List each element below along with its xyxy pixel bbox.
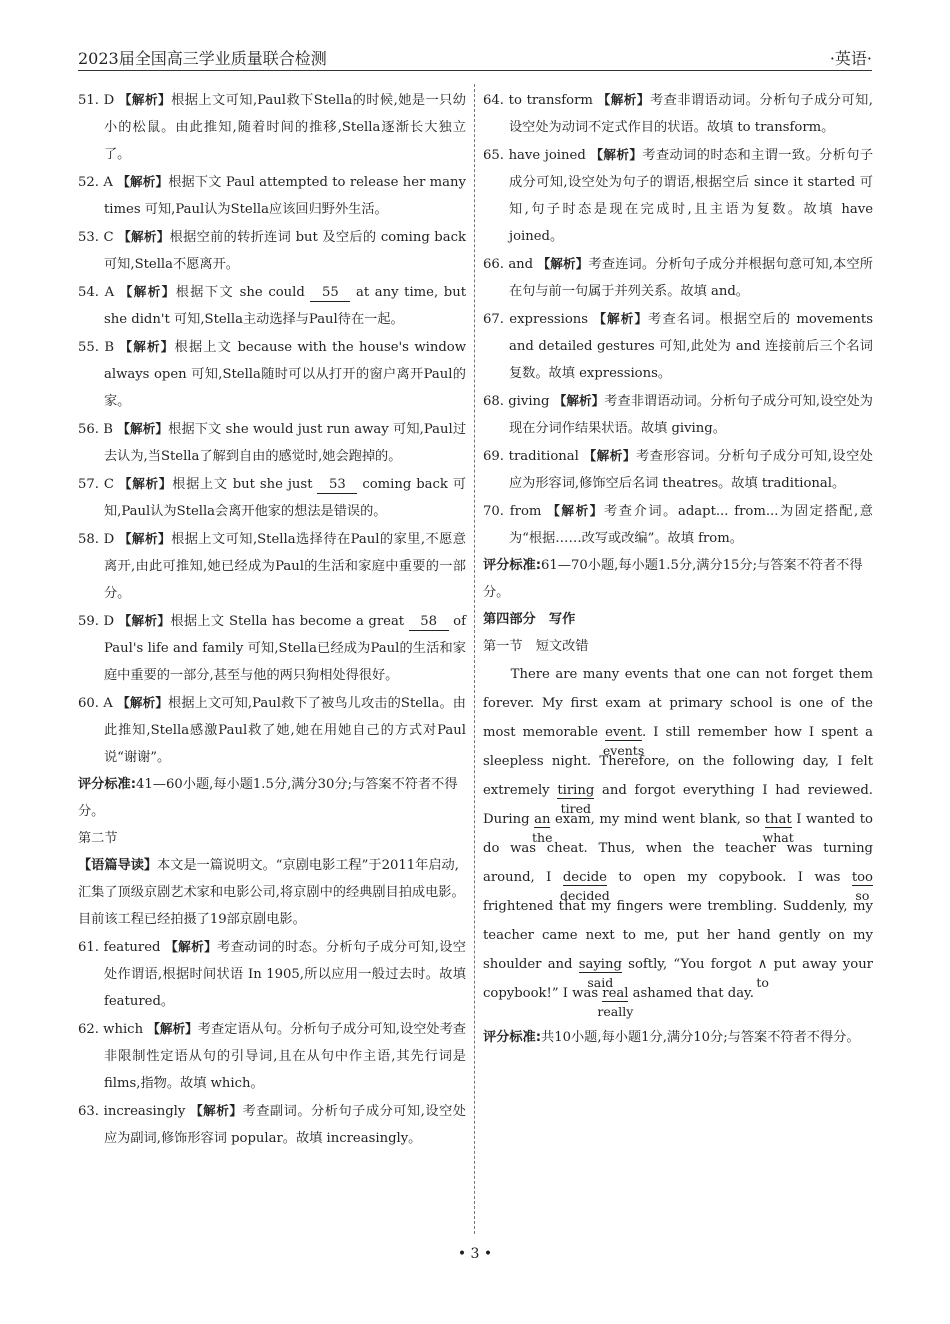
answer-item-68: 68. giving 【解析】考查非谓语动词。分析句子成分可知,设空处为现在分词作结果状语。故填 giving。 (483, 393, 873, 436)
answer-item-60: 60. A 【解析】根据上文可知,Paul救下了被鸟儿攻击的Stella。由此推知,Stella感激Paul救了她,她在用她自己的方式对Paul说“谢谢”。 (78, 695, 466, 765)
scoring-standard: 评分标准:41—60小题,每小题1.5分,满分30分;与答案不符者不得分。 (78, 777, 458, 819)
correction-mark: event events (602, 725, 645, 758)
answer-item-70: 70. from 【解析】考查介词。adapt... from...为固定搭配,意为“根据……改写或改编”。故填 from。 (483, 503, 873, 546)
answer-item-56: 56. B 【解析】根据下文 she would just run away 可知,Paul过去认为,当Stella了解到自由的感觉时,她会跑掉的。 (78, 421, 467, 464)
subject-label: ·英语· (829, 49, 872, 68)
answer-item-53: 53. C 【解析】根据空前的转折连词 but 及空后的 coming back 可知,Stella不愿离开。 (78, 229, 466, 272)
correction-mark: an the (532, 812, 553, 845)
correction-mark: saying said (578, 957, 622, 990)
answer-item-64: 64. to transform 【解析】考查非谓语动词。分析句子成分可知,设空处为动词不定式作目的状语。故填 to transform。 (483, 92, 873, 135)
insertion-mark: ∧ to (756, 957, 769, 990)
answer-item-58: 58. D 【解析】根据上文可知,Stella选择待在Paul的家里,不愿意离开,由此可推知,她已经成为Paul的生活和家庭中重要的一部分。 (78, 531, 466, 601)
column-divider (474, 84, 476, 1234)
answer-item-51: 51. D 【解析】根据上文可知,Paul救下Stella的时候,她是一只幼小的松鼠。由此推知,随着时间的推移,Stella逐渐长大独立了。 (78, 92, 466, 162)
right-column (483, 86, 873, 1051)
answer-item-69: 69. traditional 【解析】考查形容词。分析句子成分可知,设空处应为形容词,修饰空后名词 theatres。故填 traditional。 (483, 448, 873, 491)
answer-item-54: 54. A 【解析】根据下文 she could 55 at any time, but she didn't 可知,Stella主动选择与Paul待在一起。 (78, 284, 466, 327)
exam-title: 2023届全国高三学业质量联合检测 (78, 49, 327, 68)
blank-line: 55 (310, 285, 350, 302)
correction-mark: tiring tired (557, 783, 595, 816)
section-heading: 第一节 短文改错 (483, 639, 589, 654)
blank-line: 53 (317, 477, 357, 494)
answer-item-67: 67. expressions 【解析】考查名词。根据空后的 movements and detailed gestures 可知,此处为 and 连接前后三个名词复数。故填 expressions。 (483, 311, 873, 381)
correction-mark: real really (597, 986, 634, 1019)
scoring-standard: 评分标准:61—70小题,每小题1.5分,满分15分;与答案不符者不得分。 (483, 558, 863, 600)
answer-item-62: 62. which 【解析】考查定语从句。分析句子成分可知,设空处考查非限制性定语从句的引导词,且在从句中作主语,其先行词是 films,指物。故填 which。 (78, 1021, 466, 1091)
correction-mark: too so (851, 870, 873, 903)
correction-mark: that what (762, 812, 794, 845)
correction-mark: decide decided (559, 870, 610, 903)
answer-item-65: 65. have joined 【解析】考查动词的时态和主谓一致。分析句子成分可知,设空处为句子的谓语,根据空后 since it started 可知,句子时态是现在完成时,且主语为复数。故填 have joined。 (483, 147, 874, 244)
answer-item-52: 52. A 【解析】根据下文 Paul attempted to release her many times 可知,Paul认为Stella应该回归野外生活。 (78, 174, 466, 217)
answer-item-61: 61. featured 【解析】考查动词的时态。分析句子成分可知,设空处作谓语,根据时间状语 In 1905,所以应用一般过去时。故填 featured。 (78, 939, 466, 1009)
answer-item-63: 63. increasingly 【解析】考查副词。分析句子成分可知,设空处应为副词,修饰形容词 popular。故填 increasingly。 (78, 1103, 466, 1146)
page-number: • 3 • (457, 1246, 493, 1262)
error-correction-essay: There are many events that one can not forget them forever. My first exam at primary school is one of the most memorable event events . I still remember how I spent a sleepless night. Therefore, on the following day, I felt extremely tiring tired and forgot everything I had reviewed. During an the exam, my mind went blank, so that what I wanted to do was cheat. Thus, when the teacher was turning around, I decide decided to open my copybook. I was too so frightened that my fingers were trembling. Suddenly, my teacher came next to me, put her hand gently on my shoulder and saying said softly, “You forgot ∧ to put away your copybook!” I was real really ashamed that day. (483, 667, 874, 1019)
scoring-standard: 评分标准:共10小题,每小题1分,满分10分;与答案不符者不得分。 (483, 1030, 860, 1045)
part-heading: 第四部分 写作 (483, 612, 576, 627)
section-heading: 第二节 (78, 831, 118, 846)
deleted-word: them (838, 667, 873, 682)
passage-guide: 【语篇导读】本文是一篇说明文。“京剧电影工程”于2011年启动,汇集了顶级京剧艺术家和电影公司,将京剧中的经典剧目拍成电影。目前该工程已经拍摄了19部京剧电影。 (78, 858, 465, 927)
answer-item-55: 55. B 【解析】根据上文 because with the house's window always open 可知,Stella随时可以从打开的窗户离开Paul的家。 (78, 339, 466, 409)
page-header (78, 44, 872, 71)
answer-item-57: 57. C 【解析】根据上文 but she just 53 coming back 可知,Paul认为Stella会离开他家的想法是错误的。 (78, 476, 466, 519)
blank-line: 58 (409, 614, 449, 631)
answer-item-66: 66. and 【解析】考查连词。分析句子成分并根据句意可知,本空所在句与前一句属于并列关系。故填 and。 (483, 256, 873, 299)
answer-item-59: 59. D 【解析】根据上文 Stella has become a great 58 of Paul's life and family 可知,Stella已经成为Paul的生活和家庭中重要的一部分,甚至与他的两只狗相处得很好。 (78, 613, 466, 683)
left-column (78, 86, 466, 1152)
